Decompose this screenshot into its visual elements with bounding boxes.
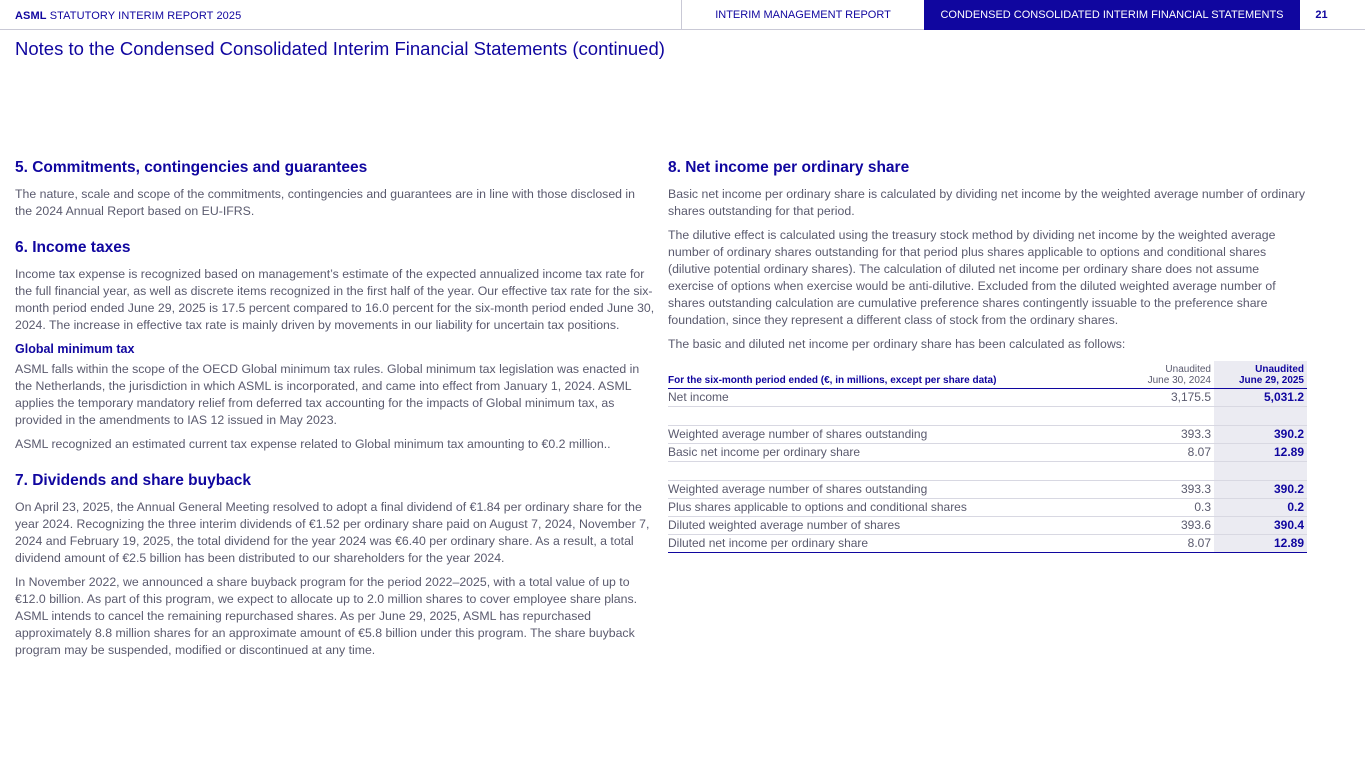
row-value-2024	[1121, 462, 1214, 481]
right-column	[668, 158, 1308, 553]
net-income-per-share-table	[668, 361, 1307, 553]
table-header-2024-line1: Unaudited	[1165, 364, 1211, 375]
table-header-2025-line1: Unaudited	[1255, 364, 1304, 375]
section-commitments	[15, 158, 655, 220]
row-label	[668, 462, 1121, 481]
section-6-paragraph-3: ASML recognized an estimated current tax expense related to Global minimum tax amounting to €0.2 million..	[15, 437, 611, 451]
row-label: Diluted weighted average number of shares	[668, 517, 1121, 535]
table-row	[668, 444, 1307, 462]
row-label: Weighted average number of shares outstanding	[668, 481, 1121, 499]
table-row	[668, 481, 1307, 499]
header-bar	[0, 0, 1365, 30]
table-spacer-row	[668, 407, 1307, 426]
brand-report-name: STATUTORY INTERIM REPORT 2025	[46, 10, 242, 22]
row-value-2024: 8.07	[1121, 535, 1214, 553]
table-row	[668, 517, 1307, 535]
report-brand[interactable]	[15, 10, 241, 22]
global-minimum-tax-heading: Global minimum tax	[15, 342, 135, 356]
table-row	[668, 535, 1307, 553]
row-value-2024	[1121, 407, 1214, 426]
row-label: Diluted net income per ordinary share	[668, 535, 1121, 553]
section-8-heading: 8. Net income per ordinary share	[668, 159, 910, 176]
page-number: 21	[1315, 9, 1328, 21]
row-label: Basic net income per ordinary share	[668, 444, 1121, 462]
row-label: Net income	[668, 389, 1121, 407]
section-5-paragraph: The nature, scale and scope of the commitments, contingencies and guarantees are in line with those disclosed in the 2024 Annual Report based on EU-IFRS.	[15, 187, 635, 218]
section-8-paragraph-1: Basic net income per ordinary share is calculated by dividing net income by the weighted average number of ordinary shares outstanding for that period.	[668, 187, 1306, 218]
row-value-2024: 393.3	[1121, 426, 1214, 444]
row-value-2025: 390.2	[1214, 481, 1307, 499]
table-header-2024-line2: June 30, 2024	[1147, 375, 1211, 386]
table-row	[668, 499, 1307, 517]
section-dividends	[15, 471, 655, 659]
table-header-description: For the six-month period ended (€, in millions, except per share data)	[668, 361, 1121, 389]
row-value-2025: 12.89	[1214, 444, 1307, 462]
row-label: Weighted average number of shares outstanding	[668, 426, 1121, 444]
row-value-2024: 393.3	[1121, 481, 1214, 499]
page-title: Notes to the Condensed Consolidated Interim Financial Statements (continued)	[15, 38, 665, 59]
row-value-2025	[1214, 462, 1307, 481]
table-header-2024	[1121, 361, 1214, 389]
row-value-2025: 12.89	[1214, 535, 1307, 553]
row-value-2025: 390.4	[1214, 517, 1307, 535]
section-7-heading: 7. Dividends and share buyback	[15, 472, 252, 489]
row-label: Plus shares applicable to options and conditional shares	[668, 499, 1121, 517]
row-value-2024: 3,175.5	[1121, 389, 1214, 407]
left-column	[15, 158, 655, 677]
table-header-2025-line2: June 29, 2025	[1238, 375, 1304, 386]
table-header-row	[668, 361, 1307, 389]
section-6-heading: 6. Income taxes	[15, 239, 131, 256]
row-value-2025: 0.2	[1214, 499, 1307, 517]
row-value-2025: 5,031.2	[1214, 389, 1307, 407]
brand-asml: ASML	[15, 10, 47, 22]
section-8-paragraph-3: The basic and diluted net income per ordinary share has been calculated as follows:	[668, 337, 1126, 351]
row-label	[668, 407, 1121, 426]
row-value-2025	[1214, 407, 1307, 426]
section-7-paragraph-1: On April 23, 2025, the Annual General Meeting resolved to adopt a final dividend of €1.84 per ordinary share for the year 2024. Recognizing the three interim dividends of €1.52 per ordinary share paid on August 7, 2024, November 7, 2024 and February 19, 2025, the total dividend for the year 2024 was €6.40 per ordinary share. As a result, a total dividend amount of €2.5 billion has been distributed to our shareholders for the year 2024.	[15, 500, 650, 565]
table-row	[668, 426, 1307, 444]
table-spacer-row	[668, 462, 1307, 481]
row-value-2024: 0.3	[1121, 499, 1214, 517]
row-value-2024: 393.6	[1121, 517, 1214, 535]
section-5-heading: 5. Commitments, contingencies and guarantees	[15, 159, 368, 176]
section-7-paragraph-2: In November 2022, we announced a share buyback program for the period 2022–2025, with a total value of up to €12.0 billion. As part of this program, we expect to allocate up to 2.0 million shares to cover employee share plans. ASML intends to cancel the remaining repurchased shares. As per June 29, 2025, ASML has repurchased approximately 8.8 million shares for an approximate amount of €5.8 billion under this program. The share buyback program may be suspended, modified or discontinued at any time.	[15, 575, 638, 657]
row-value-2024: 8.07	[1121, 444, 1214, 462]
section-6-paragraph-1: Income tax expense is recognized based on management’s estimate of the expected annualized income tax rate for the full financial year, as well as discrete items recognized in the first half of the year. Our effective tax rate for the six-month period ended June 29, 2025 is 17.5 percent compared to 16.0 percent for the six-month period ended June 30, 2024. The increase in effective tax rate is mainly driven by movements in our liability for uncertain tax positions.	[15, 267, 655, 332]
tab-condensed-consolidated-statements[interactable]: CONDENSED CONSOLIDATED INTERIM FINANCIAL STATEMENTS	[924, 0, 1300, 30]
table-row	[668, 389, 1307, 407]
section-6-paragraph-2: ASML falls within the scope of the OECD Global minimum tax rules. Global minimum tax legislation was enacted in the Netherlands, the jurisdiction in which ASML is incorporated, and came into effect from January 1, 2024. ASML applies the temporary mandatory relief from deferred tax accounting for the impacts of Global minimum tax, as provided in the amendments to IAS 12 issued in May 2023.	[15, 362, 640, 427]
tab-interim-management-report[interactable]: INTERIM MANAGEMENT REPORT	[681, 0, 924, 30]
section-8-paragraph-2: The dilutive effect is calculated using the treasury stock method by dividing net income by the weighted average number of ordinary shares outstanding for that period plus shares applicable to options and conditional shares (dilutive potential ordinary shares). The calculation of diluted net income per ordinary share does not assume exercise of options when exercise would be anti-dilutive. Excluded from the diluted weighted average number of shares outstanding calculation are cumulative preference shares contingently issuable to the preference share foundation, since they represent a different class of stock from the ordinary shares.	[668, 228, 1276, 327]
table-header-2025	[1214, 361, 1307, 389]
section-income-taxes	[15, 238, 655, 453]
row-value-2025: 390.2	[1214, 426, 1307, 444]
